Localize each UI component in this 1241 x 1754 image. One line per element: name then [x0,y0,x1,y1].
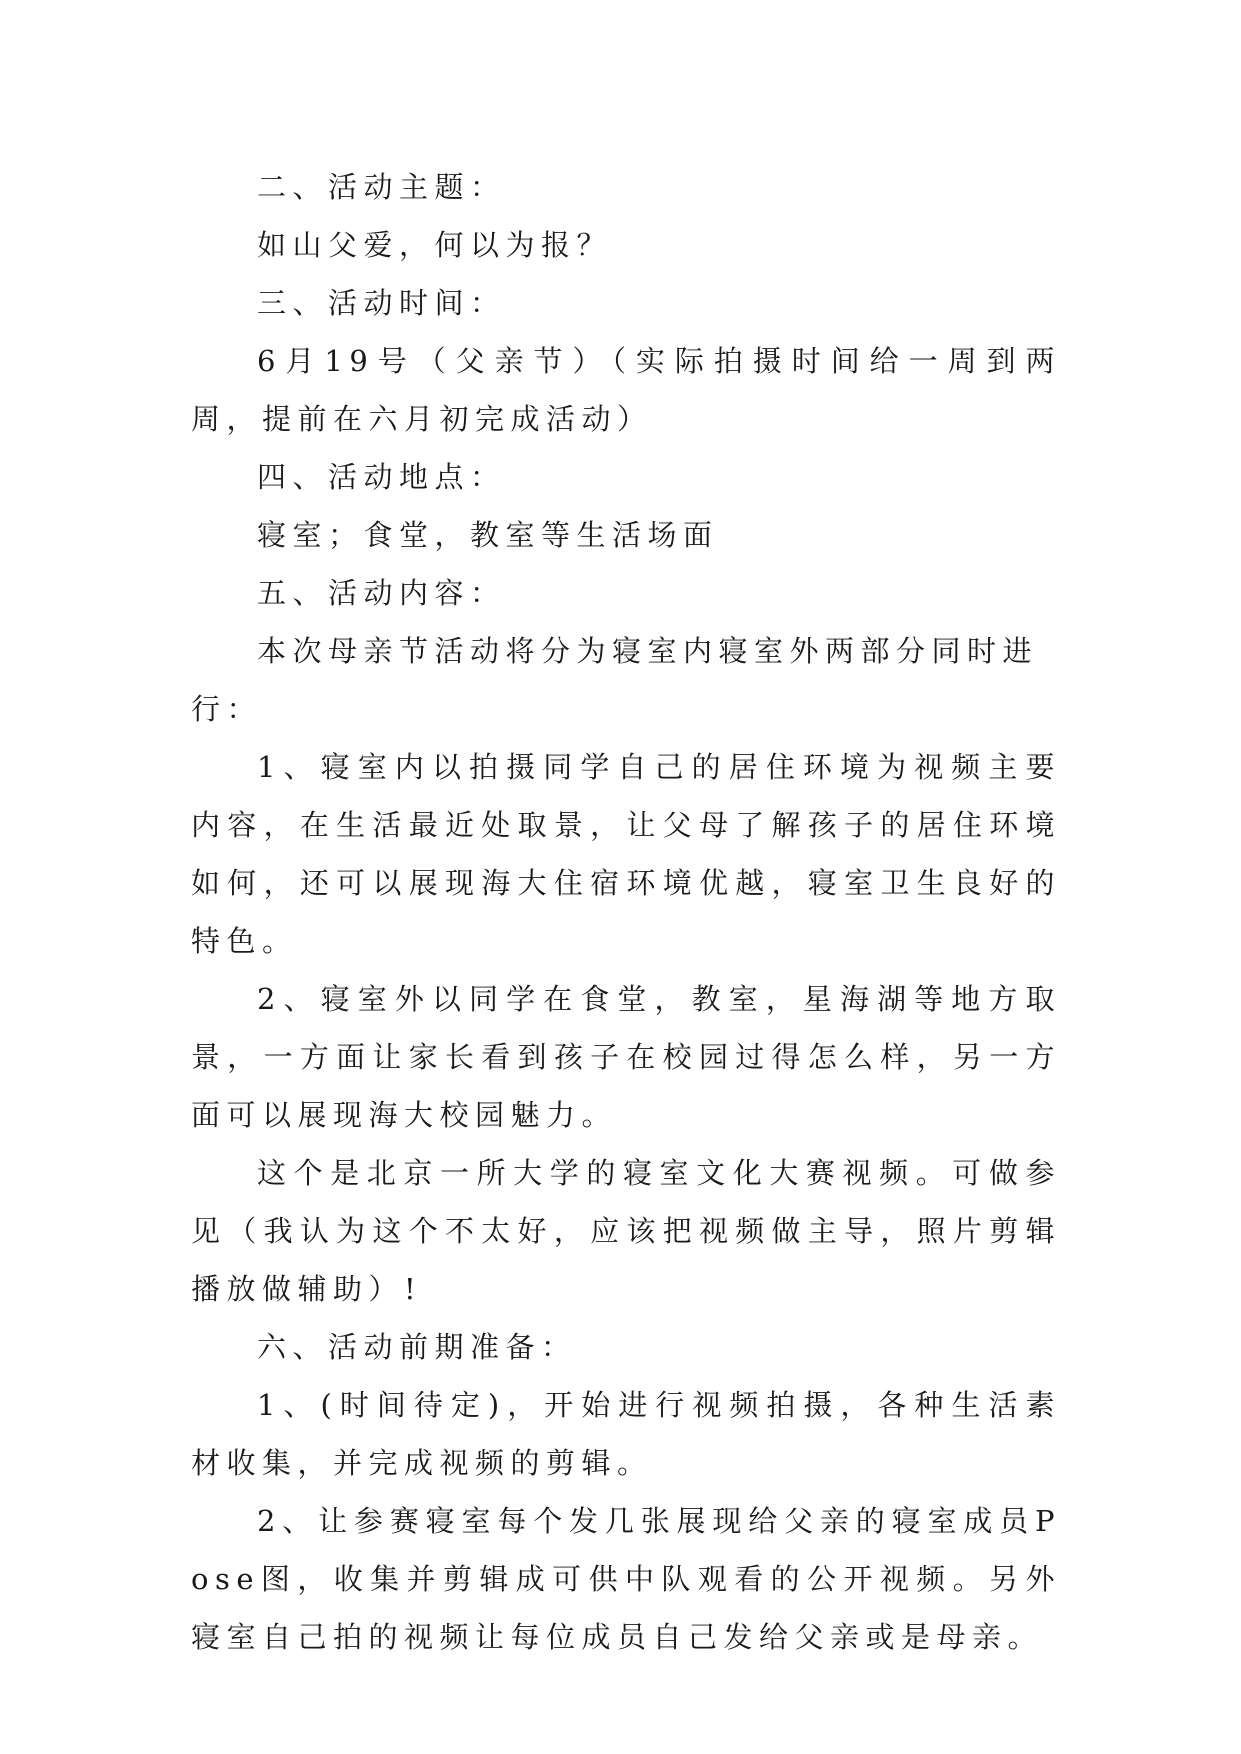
content-intro: 本次母亲节活动将分为寝室内寝室外两部分同时进行： [191,634,1039,726]
section-heading-location: 四、活动地点： [257,460,506,494]
preparation-item-2: 2、让参赛寝室每个发几张展现给父亲的寝室成员Pose图，收集并剪辑成可供中队观看的公开视频。另外寝室自己拍的视频让每位成员自己发给父亲或是母亲。 [191,1504,1061,1654]
location-text: 寝室；食堂，教室等生活场面 [257,518,719,552]
section-heading-theme: 二、活动主题： [257,170,506,204]
time-text: 6月19号（父亲节）（实际拍摄时间给一周到两周，提前在六月初完成活动） [191,344,1061,436]
document-body [191,158,1061,1666]
section-heading-time: 三、活动时间： [257,286,506,320]
theme-text: 如山父爱，何以为报？ [257,228,613,262]
section-heading-preparation: 六、活动前期准备： [257,1330,577,1364]
content-item-2: 2、寝室外以同学在食堂，教室，星海湖等地方取景，一方面让家长看到孩子在校园过得怎么样，另一方面可以展现海大校园魅力。 [191,982,1061,1132]
content-reference-note: 这个是北京一所大学的寝室文化大赛视频。可做参见（我认为这个不太好，应该把视频做主导，照片剪辑播放做辅助）! [191,1156,1061,1306]
content-item-1: 1、寝室内以拍摄同学自己的居住环境为视频主要内容，在生活最近处取景，让父母了解孩子的居住环境如何，还可以展现海大住宿环境优越，寝室卫生良好的特色。 [191,750,1061,958]
preparation-item-1: 1、(时间待定)，开始进行视频拍摄，各种生活素材收集，并完成视频的剪辑。 [191,1388,1061,1480]
section-heading-content: 五、活动内容： [257,576,506,610]
